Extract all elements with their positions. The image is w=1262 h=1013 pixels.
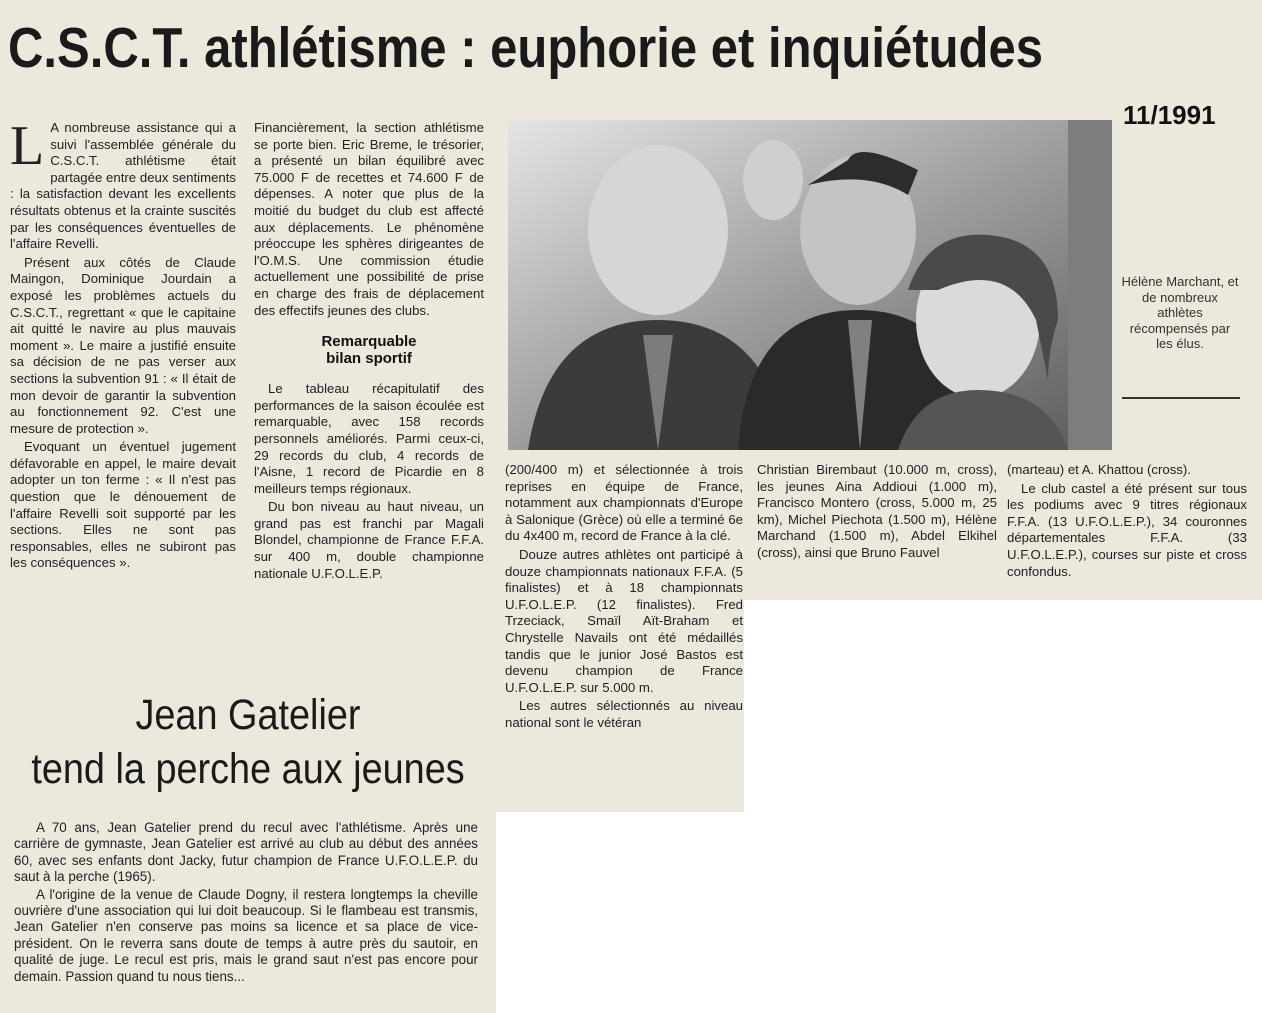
photo-caption: Hélène Marchant, et de nombreux athlètes récompensés par les élus. xyxy=(1121,274,1239,351)
paragraph: Présent aux côtés de Claude Maingon, Dominique Jourdain a exposé les problèmes actuels du C.S.C.T., regrettant « que le capitaine ait quitté le navire au plus mauvais moment ». Le maire a justifié ensuite sa décision de ne pas verser aux sections la subvention 91 : « Il était de mon devoir de garantir la subvention au fonctionnement 92. C'est une mesure de protection ». xyxy=(10,254,236,436)
paragraph: Le club castel a été présent sur tous les podiums avec 9 titres régionaux F.F.A. (13 U.F.O.L.E.P.), 34 couronnes départementales F.F.A. (33 U.F.O.L.E.P.), courses sur piste et cross confondus. xyxy=(1007,480,1247,579)
paragraph: Du bon niveau au haut niveau, un grand pas est franchi par Magali Blondel, championne de France F.F.A. sur 400 m, double championne nationale U.F.O.L.E.P. xyxy=(254,499,484,581)
article-photo xyxy=(508,120,1112,450)
paragraph: Le tableau récapitulatif des performances de la saison écoulée est remarquable, avec 158 records personnels améliorés. Parmi ceux-ci, 29 records du club, 4 records de l'Aisne, 1 record de Picardie en 8 meilleurs temps régionaux. xyxy=(254,381,484,496)
paragraph: (200/400 m) et sélectionnée à trois reprises en équipe de France, notamment aux championnats d'Europe à Salonique (Grèce) où elle a terminé 6e du 4x400 m, record de France à la clé. xyxy=(505,462,743,544)
paragraph: Les autres sélectionnés au niveau national sont le vétéran xyxy=(505,698,743,730)
paragraph: A l'origine de la venue de Claude Dogny, il restera longtemps la cheville ouvrière d'une association qui lui doit beaucoup. Si le flambeau est transmis, Jean Gatelier n'en conserve pas moins sa licence et sa place de vice-président. On le reverra sans doute de temps à autre près du sautoir, en qualité de juge. Le recul est pris, mais le grand saut n'est pas encore pour demain. Passion quand tu nous tiens... xyxy=(14,886,478,984)
article-column-3 xyxy=(505,462,743,734)
caption-divider xyxy=(1122,397,1240,399)
headline: C.S.C.T. athlétisme : euphorie et inquiétudes xyxy=(8,16,1044,80)
paragraph: Douze autres athlètes ont participé à douze championnats nationaux F.F.A. (5 finalistes) et à 18 championnats U.F.O.L.E.P. (12 finalistes). Fred Trzeciack, Smaïl Aït-Braham et Chrystelle Navails ont été médaillés tandis que le junior José Bastos est devenu champion de France U.F.O.L.E.P. sur 5.000 m. xyxy=(505,546,743,695)
section-subhead: Remarquable bilan sportif xyxy=(321,333,417,368)
secondary-headline-line-1: Jean Gatelier xyxy=(135,691,361,739)
paragraph: (marteau) et A. Khattou (cross). xyxy=(1007,462,1191,477)
paragraph: A 70 ans, Jean Gatelier prend du recul avec l'athlétisme. Après une carrière de gymnaste, Jean Gatelier est arrivé au club au début des années 60, avec ses enfants dont Jacky, futur champion de France U.F.O.L.E.P. du saut à la perche (1965). xyxy=(14,820,478,885)
secondary-headline-line-2: tend la perche aux jeunes xyxy=(31,745,465,793)
drop-cap: L xyxy=(10,115,45,177)
paragraph: Financièrement, la section athlétisme se porte bien. Eric Breme, le trésorier, a présenté un bilan équilibré avec 75.000 F de recettes et 74.600 F de dépenses. A noter que plus de la moitié du budget du club est affecté aux déplacements. Le phénomène préoccupe les sphères dirigeantes de l'O.M.S. Une commission étudie actuellement une possibilité de prise en charge des frais de déplacement des effectifs jeunes des clubs. xyxy=(254,120,484,318)
secondary-article xyxy=(14,820,478,986)
article-column-1 xyxy=(10,115,236,574)
article-column-4 xyxy=(757,462,997,564)
secondary-headline xyxy=(30,688,466,796)
article-column-2 xyxy=(254,120,484,584)
handwritten-date: 11/1991 xyxy=(1123,100,1216,130)
article-column-5 xyxy=(1007,462,1247,582)
photo-illustration xyxy=(508,120,1112,450)
paragraph: L A nombreuse assistance qui a suivi l'assemblée générale du C.S.C.T. athlétisme était partagée entre deux sentiments : la satisfaction devant les excellents résultats obtenus et la crainte suscités par les conséquences éventuelles de l'affaire Revelli. xyxy=(10,115,236,252)
paragraph: Evoquant un éventuel jugement défavorable en appel, le maire devait adopter un ton ferme : « Il n'est pas question que le dénouement de l'affaire Revelli soit supporté par les sections. Elles ne sont pas responsables, elles ne subiront pas les conséquences ». xyxy=(10,439,236,571)
paragraph: Christian Birembaut (10.000 m, cross), les jeunes Aina Addioui (1.000 m), Francisco Montero (cross, 5.000 m, 25 km), Michel Piechota (1.500 m), Hélène Marchand (1.500 m), Abdel Elkihel (cross), ainsi que Bruno Fauvel xyxy=(757,462,997,560)
